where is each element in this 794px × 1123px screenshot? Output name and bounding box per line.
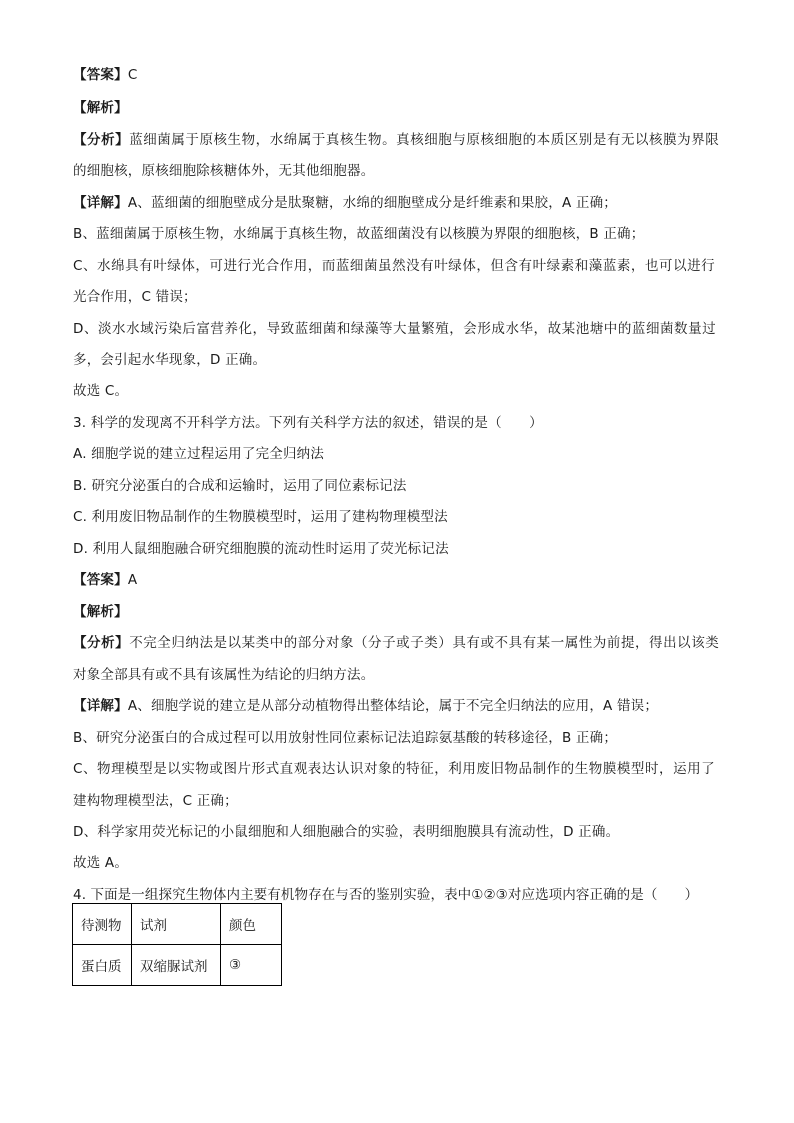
table-header-cell: 待测物: [73, 904, 132, 945]
fenxi-label: 【分析】: [73, 132, 130, 148]
xiangjie-label: 【详解】: [73, 195, 128, 211]
table-header-cell: 颜色: [221, 904, 282, 945]
option-d: D. 利用人鼠细胞融合研究细胞膜的流动性时运用了荧光标记法: [73, 541, 449, 557]
fenxi-line: 的细胞核，原核细胞除核糖体外，无其他细胞器。: [73, 163, 375, 179]
fenxi-line: [73, 633, 733, 653]
xiangjie-line: 建构物理模型法，C 正确；: [73, 793, 238, 809]
xiangjie-line: B、蓝细菌属于原核生物，水绵属于真核生物，故蓝细菌没有以核膜为界限的细胞核，B 正确；: [73, 226, 645, 242]
table-cell: 双缩脲试剂: [132, 945, 221, 986]
xiangjie-line: D、淡水水域污染后富营养化，导致蓝细菌和绿藻等大量繁殖，会形成水华，故某池塘中的蓝细菌数量过: [73, 321, 717, 337]
option-c: C. 利用废旧物品制作的生物膜模型时，运用了建构物理模型法: [73, 509, 448, 525]
xiangjie-text: A、细胞学说的建立是从部分动植物得出整体结论，属于不完全归纳法的应用，A 错误；: [127, 698, 659, 714]
question-3: 3. 科学的发现离不开科学方法。下列有关科学方法的叙述，错误的是（ ）: [73, 415, 543, 431]
answer-line: [73, 65, 733, 85]
table-row: [73, 945, 282, 986]
fenxi-text: 蓝细菌属于原核生物，水绵属于真核生物。真核细胞与原核细胞的本质区别是有无以核膜为界限: [129, 132, 720, 148]
answer-value: A: [127, 572, 138, 588]
table-header-cell: 试剂: [132, 904, 221, 945]
fenxi-line: [73, 130, 733, 150]
xiangjie-line: [73, 696, 733, 716]
xiangjie-line: C、物理模型是以实物或图片形式直观表达认识对象的特征，利用废旧物品制作的生物膜模型时，运用了: [73, 761, 716, 777]
xiangjie-line: C、水绵具有叶绿体，可进行光合作用，而蓝细菌虽然没有叶绿体，但含有叶绿素和藻蓝素，也可以进行: [73, 258, 716, 274]
fenxi-line: 对象全部具有或不具有该属性为结论的归纳方法。: [73, 667, 375, 683]
answer-value: C: [127, 67, 138, 83]
xiangjie-line: B、研究分泌蛋白的合成过程可以用放射性同位素标记法追踪氨基酸的转移途径，B 正确；: [73, 730, 618, 746]
xiangjie-line: 光合作用，C 错误；: [73, 289, 197, 305]
analysis-label: 【解析】: [73, 100, 128, 116]
option-b: B. 研究分泌蛋白的合成和运输时，运用了同位素标记法: [73, 478, 407, 494]
table-cell: 蛋白质: [73, 945, 132, 986]
option-a: A. 细胞学说的建立过程运用了完全归纳法: [73, 446, 325, 462]
table-header-row: [73, 904, 282, 945]
fenxi-label: 【分析】: [73, 635, 130, 651]
conclusion: 故选 A。: [73, 855, 129, 871]
analysis-label: 【解析】: [73, 604, 128, 620]
answer-label: 【答案】: [73, 572, 128, 588]
answer-line: [73, 570, 733, 590]
xiangjie-text: A、蓝细菌的细胞壁成分是肽聚糖，水绵的细胞壁成分是纤维素和果胶，A 正确；: [127, 195, 617, 211]
reagent-table: [72, 903, 282, 986]
conclusion: 故选 C。: [73, 383, 129, 399]
answer-label: 【答案】: [73, 67, 128, 83]
fenxi-text: 不完全归纳法是以某类中的部分对象（分子或子类）具有或不具有某一属性为前提，得出以该类: [129, 635, 720, 651]
question-4: 4. 下面是一组探究生物体内主要有机物存在与否的鉴别实验，表中①②③对应选项内容正确的是（ ）: [73, 887, 699, 903]
table-cell: ③: [221, 945, 282, 986]
xiangjie-label: 【详解】: [73, 698, 128, 714]
xiangjie-line: [73, 193, 733, 213]
xiangjie-line: D、科学家用荧光标记的小鼠细胞和人细胞融合的实验，表明细胞膜具有流动性，D 正确。: [73, 824, 620, 840]
xiangjie-line: 多，会引起水华现象，D 正确。: [73, 352, 267, 368]
